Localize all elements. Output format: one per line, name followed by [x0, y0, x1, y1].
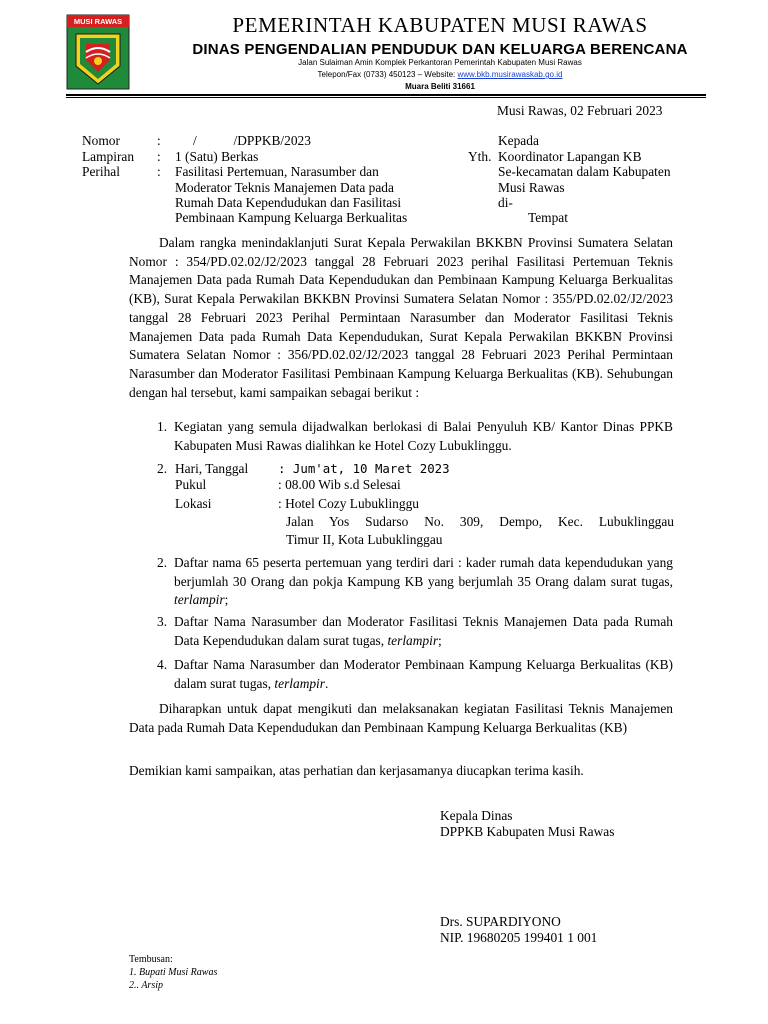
hari-value: : Jum'at, 10 Maret 2023 — [278, 461, 450, 476]
perihal-line: Rumah Data Kependudukan dan Fasilitasi — [175, 195, 402, 210]
nomor-label: Nomor — [82, 133, 120, 148]
list-number: 2. — [157, 555, 168, 570]
perihal-line: Pembinaan Kampung Keluarga Berkualitas — [175, 210, 408, 225]
list-text: Kegiatan yang semula dijadwalkan berlokasi di Balai Penyuluh KB/ Kantor Dinas PPKB Kabupaten Musi Rawas dialihkan ke Hotel Cozy Lubuklinggu. — [174, 419, 673, 453]
terlampir-text: terlampir — [274, 675, 325, 691]
nomor-colon: : — [157, 133, 161, 148]
emblem-badge-text: MUSI RAWAS — [73, 17, 123, 26]
lampiran-value: 1 (Satu) Berkas — [175, 149, 259, 164]
list-number: 2. — [157, 461, 168, 476]
letterhead-title: PEMERINTAH KABUPATEN MUSI RAWAS — [232, 13, 648, 37]
musi-rawas-emblem — [66, 14, 130, 90]
list-item — [157, 554, 673, 610]
letter-date: Musi Rawas, 02 Februari 2023 — [497, 103, 663, 118]
letterhead-address: Jalan Sulaiman Amin Komplek Perkantoran Pemerintah Kabupaten Musi Rawas — [298, 58, 582, 67]
letterhead-rule — [66, 94, 706, 96]
list-punct: ; — [438, 632, 442, 648]
list-item — [157, 656, 673, 693]
hari-label: Hari, Tanggal — [175, 461, 249, 476]
signature-office: DPPKB Kabupaten Musi Rawas — [440, 824, 615, 839]
tembusan-item: 1. Bupati Musi Rawas — [129, 967, 218, 978]
recipient-line: di- — [498, 195, 513, 210]
recipient-line: Koordinator Lapangan KB — [498, 149, 642, 164]
list-text: Daftar Nama Narasumber dan Moderator Fasilitasi Teknis Manajemen Data pada Rumah Data Kependudukan dalam surat tugas, — [174, 614, 673, 648]
signature-nip: NIP. 19680205 199401 1 001 — [440, 930, 598, 945]
recipient-line: Tempat — [528, 210, 568, 225]
list-number: 1. — [157, 419, 168, 434]
lokasi-label: Lokasi — [175, 496, 212, 511]
letterhead-subtitle: DINAS PENGENDALIAN PENDUDUK DAN KELUARGA BERENCANA — [192, 41, 688, 58]
intro-paragraph: Dalam rangka menindaklanjuti Surat Kepala Perwakilan BKKBN Provinsi Sumatera Selatan Nomor : 354/PD.02.02/J2/2023 tanggal 28 Februari 2023 perihal Fasilitasi Pertemuan Teknis Manajemen Data pada Rumah Data Kependudukan dan Pembinaan Kampung Keluarga Berkualitas (KB), Surat Kepala Perwakilan BKKBN Provinsi Sumatera Selatan Nomor : 355/PD.02.02/J2/2023 tanggal 28 Februari 2023 Perihal Permintaan Narasumber dan Moderator Fasilitasi Teknis Manajemen Data pada Rumah Data Kependudukan, Surat Kepala Perwakilan BKKBN Provinsi Sumatera Selatan Nomor : 356/PD.02.02/J2/2023 tanggal 28 Februari 2023 Perihal Permintaan Narasumber dan Moderator Fasilitasi Pembinaan Kampung Keluarga Berkualitas (KB). Sehubungan dengan hal tersebut, kami sampaikan sebagai berikut : — [129, 235, 673, 400]
pukul-value: : 08.00 Wib s.d Selesai — [278, 477, 401, 492]
recipient-kepada: Kepada — [498, 133, 539, 148]
signature-position: Kepala Dinas — [440, 808, 513, 823]
list-text: Daftar nama 65 peserta pertemuan yang terdiri dari : kader rumah data kependudukan yang berjumlah 30 Orang dan pokja Kampung KB yang berjumlah 35 Orang dalam surat tugas, — [174, 555, 673, 589]
recipient-line: Se-kecamatan dalam Kabupaten — [498, 164, 671, 179]
perihal-label: Perihal — [82, 164, 120, 179]
perihal-line: Fasilitasi Pertemuan, Narasumber dan — [175, 164, 379, 179]
letterhead-contact — [140, 70, 740, 80]
recipient-line: Musi Rawas — [498, 180, 565, 195]
lokasi-address: Jalan Yos Sudarso No. 309, Dempo, Kec. Lubuklinggau — [286, 514, 674, 529]
list-number: 3. — [157, 614, 168, 629]
letterhead-phone: Telepon/Fax (0733) 450123 – Website: — [317, 70, 458, 79]
lampiran-colon: : — [157, 149, 161, 164]
list-item — [157, 418, 673, 455]
closing-thanks: Demikian kami sampaikan, atas perhatian dan kerjasamanya diucapkan terima kasih. — [129, 763, 584, 778]
tembusan-label: Tembusan: — [129, 954, 173, 965]
letterhead-rule-thin — [66, 97, 706, 98]
list-punct: ; — [224, 592, 229, 608]
list-punct: . — [325, 675, 329, 691]
website-link[interactable]: www.bkb.musirawaskab.go.id — [457, 70, 563, 79]
list-item — [157, 613, 673, 650]
terlampir-text: terlampir — [174, 592, 225, 608]
perihal-colon: : — [157, 164, 161, 179]
lokasi-address: Timur II, Kota Lubuklinggau — [286, 532, 443, 547]
lampiran-label: Lampiran — [82, 149, 135, 164]
letterhead-city: Muara Beliti 31661 — [405, 82, 475, 91]
signature-name: Drs. SUPARDIYONO — [440, 914, 561, 929]
recipient-yth: Yth. — [468, 149, 492, 164]
closing-paragraph: Diharapkan untuk dapat mengikuti dan melaksanakan kegiatan Fasilitasi Teknis Manajemen Data pada Rumah Data Kependudukan dan Pembinaan Kampung Keluarga Berkualitas (KB) — [129, 701, 673, 735]
terlampir-text: terlampir — [387, 632, 439, 648]
nomor-value: / /DPPKB/2023 — [193, 133, 311, 148]
pukul-label: Pukul — [175, 477, 207, 492]
list-text: Daftar Nama Narasumber dan Moderator Pembinaan Kampung Keluarga Berkualitas (KB) dalam surat tugas, — [174, 657, 673, 691]
lokasi-value: : Hotel Cozy Lubuklinggu — [278, 496, 419, 511]
tembusan-item: 2.. Arsip — [129, 980, 163, 991]
list-number: 4. — [157, 657, 168, 672]
perihal-line: Moderator Teknis Manajemen Data pada — [175, 180, 394, 195]
